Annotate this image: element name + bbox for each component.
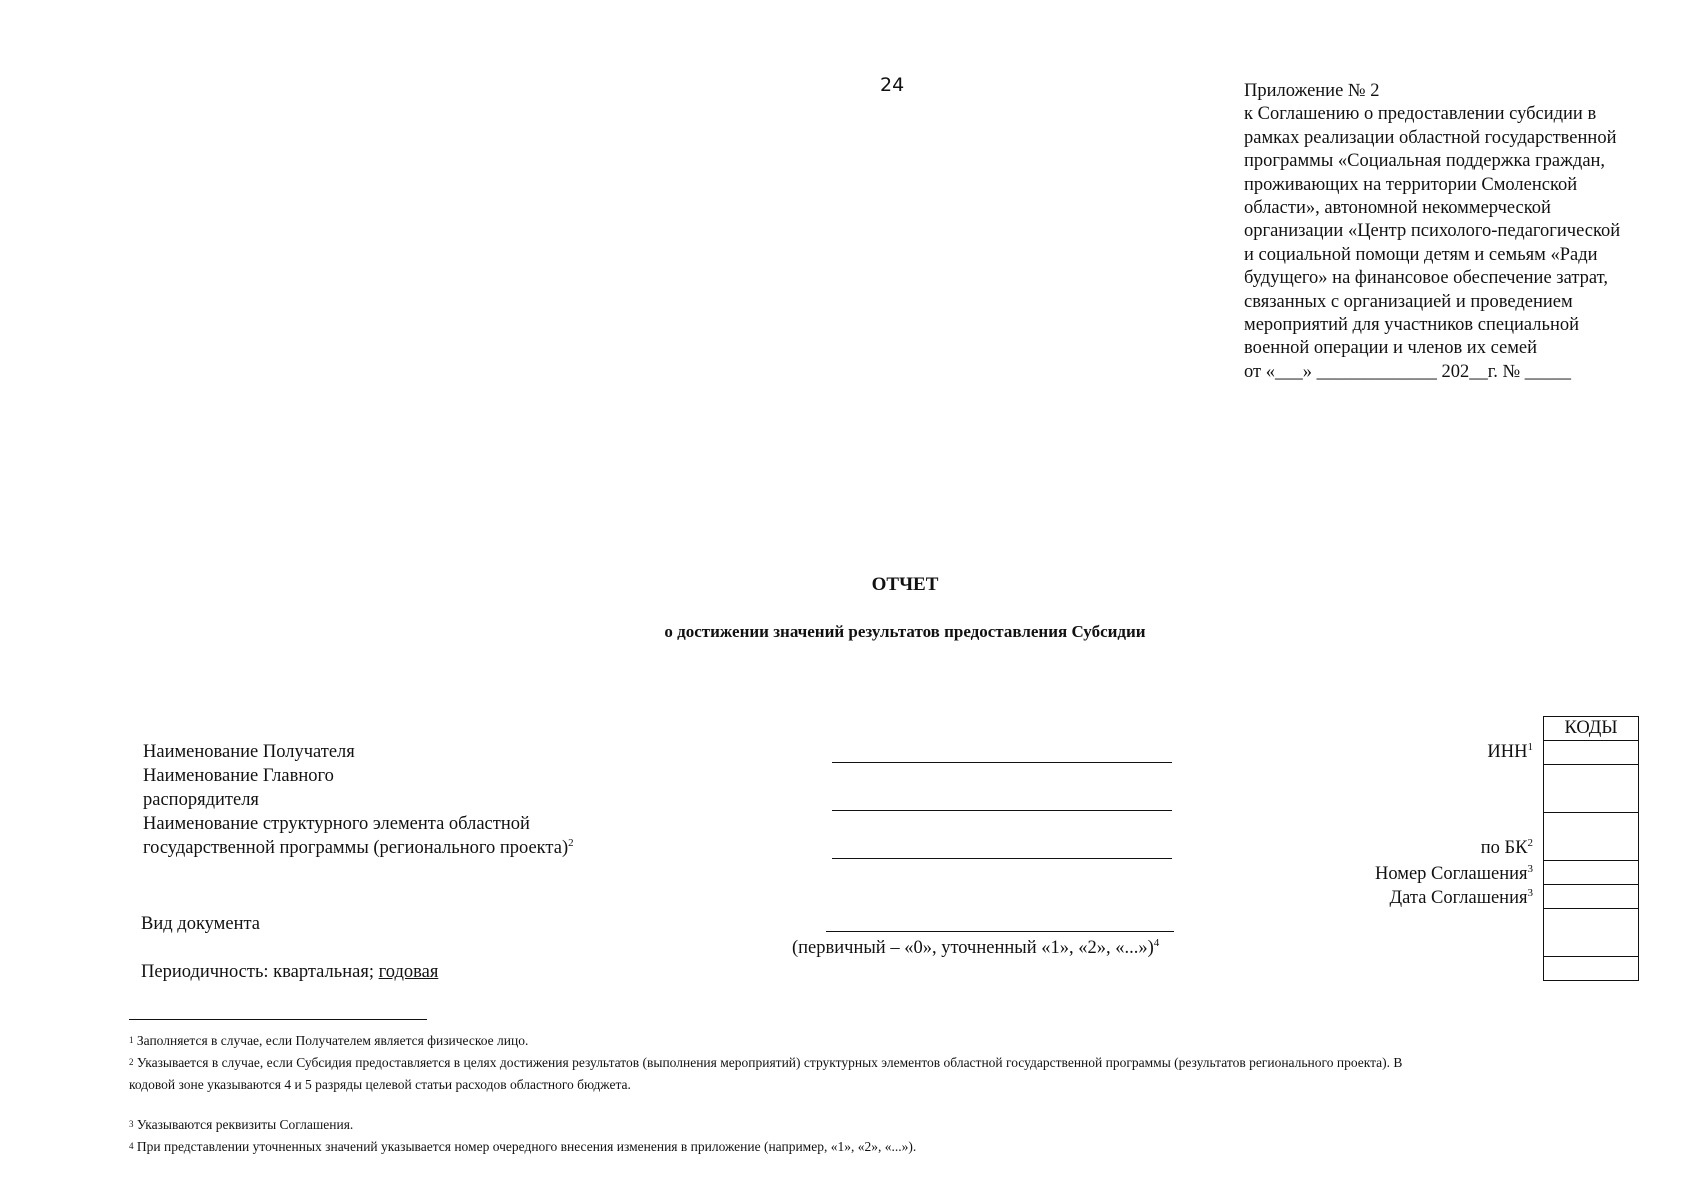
agreement-number-cell[interactable]: [1544, 861, 1639, 885]
footnote-text: кодовой зоне указываются 4 и 5 разряды целевой статьи расходов областного бюджета.: [129, 1077, 631, 1092]
bk-text: по БК: [1480, 838, 1528, 858]
doc-type-hint-text: (первичный – «0», уточненный «1», «2», «...»): [792, 938, 1154, 958]
footnote-divider: [129, 1019, 427, 1020]
appendix-line: области», автономной некоммерческой: [1244, 198, 1551, 219]
appendix-line: и социальной помощи детям и семьям «Ради: [1244, 244, 1598, 265]
doc-type-field[interactable]: [826, 931, 1174, 932]
appendix-line: мероприятий для участников специальной: [1244, 315, 1580, 336]
footnote-3: [129, 1114, 1689, 1135]
appendix-line: будущего» на финансовое обеспечение затрат,: [1244, 268, 1608, 289]
main-manager-label-cont: распорядителя: [143, 790, 259, 810]
appendix-line: связанных с организацией и проведением: [1244, 291, 1573, 312]
footnote-2: [129, 1052, 1689, 1073]
recipient-name-label: Наименование Получателя: [143, 742, 355, 762]
bk-code-cell[interactable]: [1544, 813, 1639, 861]
footnote-mark: 1: [129, 1035, 134, 1045]
footnote-4: [129, 1136, 1689, 1157]
report-title: ОТЧЕТ: [871, 574, 939, 595]
inn-label: [1487, 742, 1533, 763]
appendix-line: к Соглашению о предоставлении субсидии в: [1244, 104, 1597, 125]
doc-type-code-cell[interactable]: [1544, 909, 1639, 957]
main-manager-code-cell[interactable]: [1544, 765, 1639, 813]
footnote-mark: 4: [129, 1141, 134, 1151]
main-manager-field[interactable]: [832, 810, 1172, 811]
agreement-date-text: Дата Соглашения: [1389, 888, 1528, 908]
recipient-name-field[interactable]: [832, 762, 1172, 763]
codes-header: КОДЫ: [1544, 717, 1639, 741]
periodicity-selected: годовая: [378, 962, 439, 982]
agreement-number-text: Номер Соглашения: [1375, 864, 1528, 884]
footnote-ref: 3: [1527, 862, 1533, 875]
struct-element-text: государственной программы (регионального проекта): [143, 838, 569, 858]
appendix-header: [1244, 80, 1674, 384]
bk-label: [1481, 838, 1533, 859]
agreement-date-cell[interactable]: [1544, 885, 1639, 909]
periodicity: [141, 960, 438, 984]
appendix-line: рамках реализации областной государственной: [1244, 127, 1617, 148]
appendix-line: военной операции и членов их семей: [1244, 338, 1538, 359]
footnote-text: Указывается в случае, если Субсидия предоставляется в целях достижения результатов (выполнения мероприятий) структурных элементов областной государственной программы (результатов регионального проекта). В: [136, 1055, 1403, 1070]
footnote-ref: 2: [568, 836, 574, 849]
footnote-2-cont: [129, 1074, 1689, 1095]
footnote-ref: 4: [1153, 936, 1160, 949]
footnote-ref: 2: [1527, 836, 1533, 849]
appendix-line: организации «Центр психолого-педагогической: [1244, 221, 1621, 242]
doc-type-hint: [792, 936, 1159, 960]
struct-element-label-cont: [143, 836, 574, 860]
appendix-line: программы «Социальная поддержка граждан,: [1244, 151, 1606, 172]
struct-element-label: Наименование структурного элемента областной: [143, 814, 530, 834]
footnote-text: При представлении уточненных значений указывается номер очередного внесения изменения в приложение (например, «1», «2», «...»).: [136, 1139, 917, 1154]
agreement-number-label: [1375, 864, 1533, 885]
footnote-ref: 3: [1527, 886, 1533, 899]
appendix-date-line: от «___» _____________ 202__г. № _____: [1244, 361, 1571, 382]
periodicity-code-cell[interactable]: [1544, 957, 1639, 981]
codes-table: [1543, 716, 1639, 981]
periodicity-label: Периодичность: квартальная;: [141, 962, 379, 982]
appendix-line: Приложение № 2: [1244, 81, 1380, 101]
main-manager-label: Наименование Главного: [143, 766, 334, 786]
footnote-text: Заполняется в случае, если Получателем является физическое лицо.: [136, 1033, 529, 1048]
struct-element-field[interactable]: [832, 858, 1172, 859]
agreement-date-label: [1390, 888, 1533, 909]
report-subtitle: о достижении значений результатов предоставления Субсидии: [664, 622, 1146, 641]
footnote-mark: 2: [129, 1057, 134, 1067]
doc-type-label: Вид документа: [141, 914, 261, 934]
footnote-ref: 1: [1527, 740, 1533, 753]
footnote-mark: 3: [129, 1119, 134, 1129]
page-number: 24: [880, 74, 905, 96]
footnote-text: Указываются реквизиты Соглашения.: [136, 1117, 354, 1132]
inn-code-cell[interactable]: [1544, 741, 1639, 765]
inn-text: ИНН: [1487, 742, 1528, 762]
footnote-1: [129, 1030, 1689, 1051]
appendix-line: проживающих на территории Смоленской: [1244, 174, 1578, 195]
